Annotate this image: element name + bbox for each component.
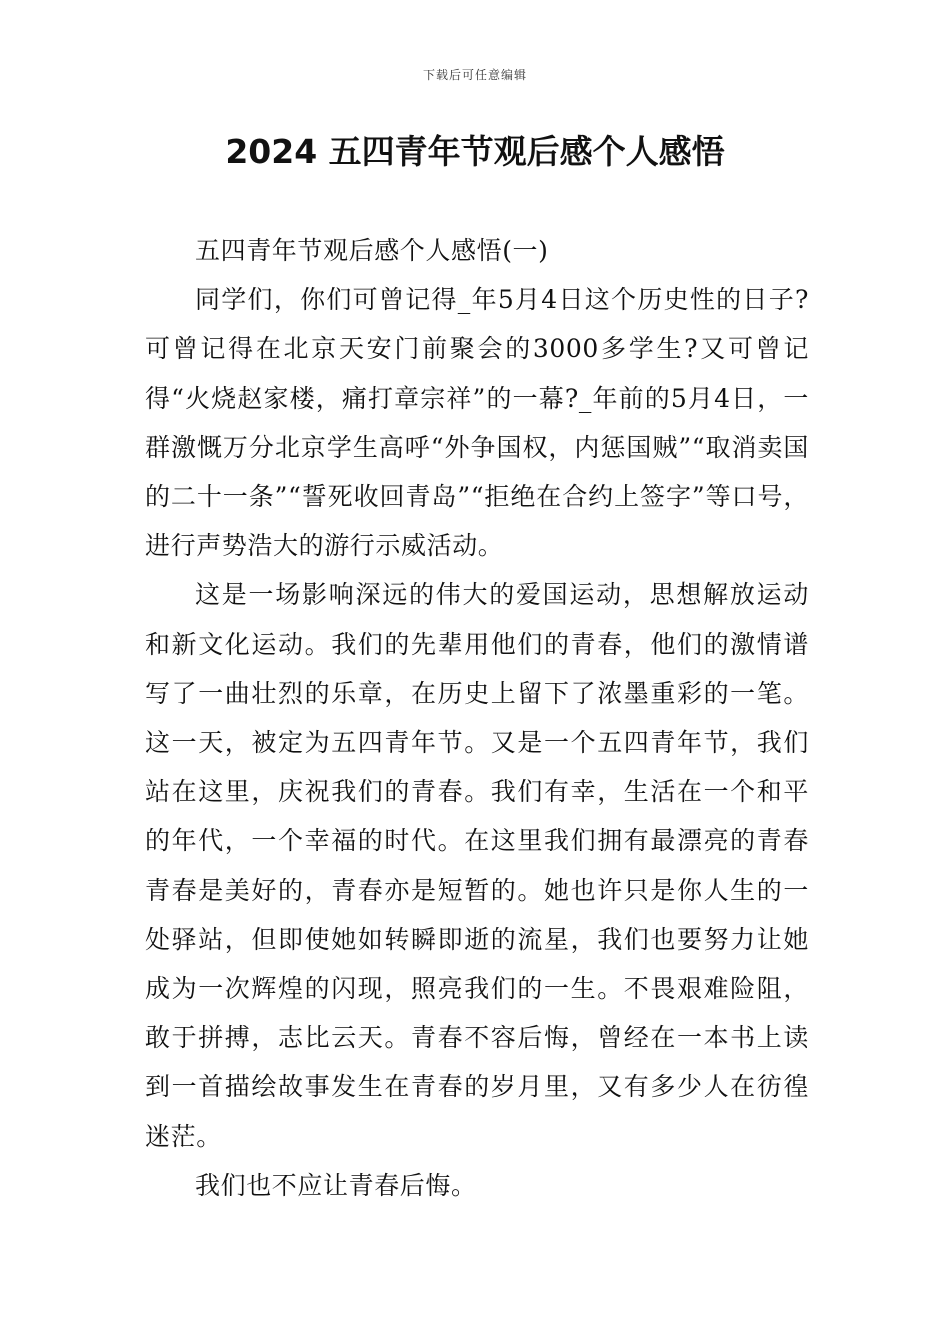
paragraph: 我们也不应让青春后悔。 bbox=[195, 1170, 477, 1200]
paragraph: 这是一场影响深远的伟大的爱国运动，思想解放运动和新文化运动。我们的先辈用他们的青春，他们的激情谱写了一曲壮烈的乐章，在历史上留下了浓墨重彩的一笔。这一天，被定为五四青年节。又是一个五四青年节，我们站在这里，庆祝我们的青春。我们有幸，生活在一个和平的年代，一个幸福的时代。在这里我们拥有最漂亮的青春青春是美好的，青春亦是短暂的。她也许只是你人生的一处驿站，但即使她如转瞬即逝的流星，我们也要努力让她成为一次辉煌的闪现，照亮我们的一生。不畏艰难险阻，敢于拼搏，志比云天。青春不容后悔，曾经在一本书上读到一首描绘故事发生在青春的岁月里，又有多少人在彷徨迷茫。 bbox=[145, 580, 809, 1151]
paragraph: 同学们，你们可曾记得_年5月4日这个历史性的日子?可曾记得在北京天安门前聚会的3000多学生?又可曾记得“火烧赵家楼，痛打章宗祥”的一幕?_年前的5月4日，一群激慨万分北京学生高呼“外争国权，内惩国贼”“取消卖国的二十一条”“誓死收回青岛”“拒绝在合约上签字”等口号，进行声势浩大的游行示威活动。 bbox=[145, 285, 809, 561]
header-note: 下载后可任意编辑 bbox=[422, 68, 527, 82]
document-body bbox=[145, 226, 809, 1210]
document-title: 2024 五四青年节观后感个人感悟 bbox=[225, 132, 725, 171]
section-heading: 五四青年节观后感个人感悟(一) bbox=[195, 236, 549, 265]
